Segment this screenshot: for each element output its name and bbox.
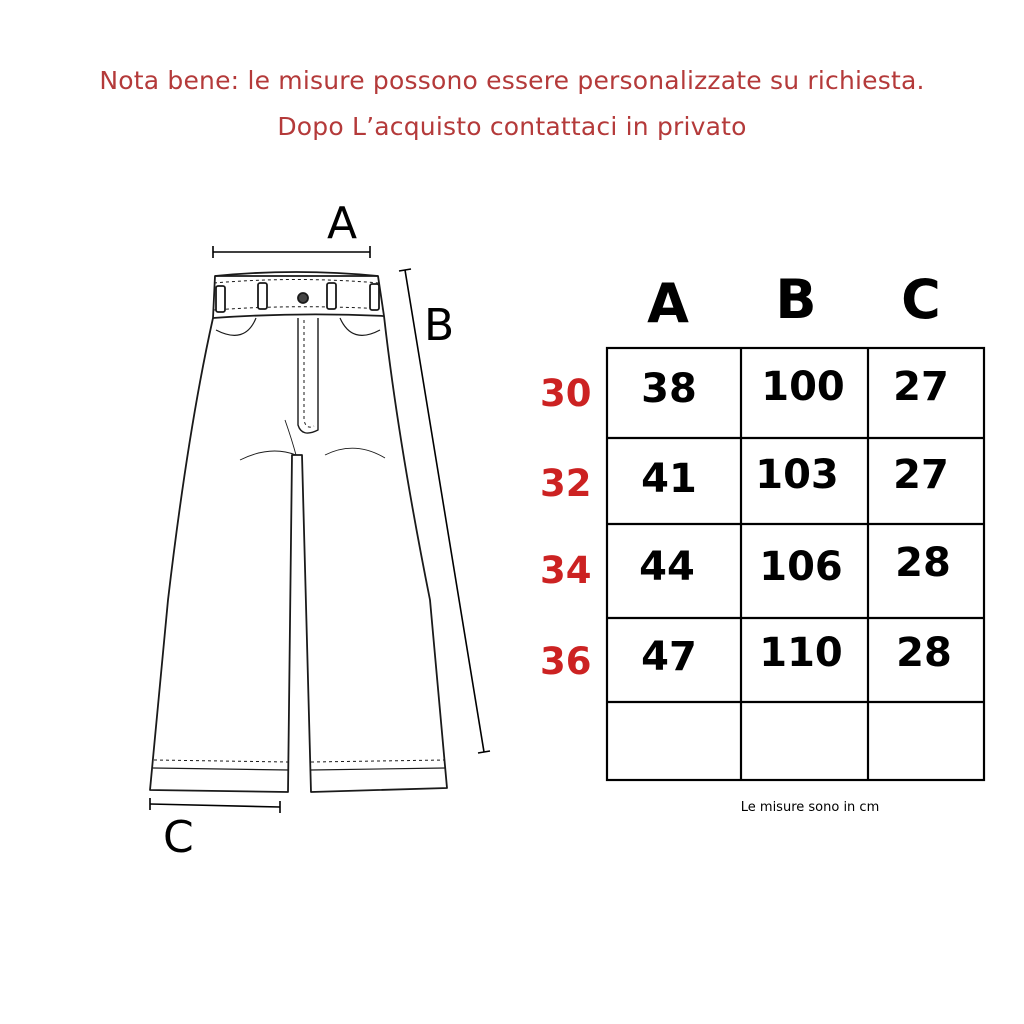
units-footnote: Le misure sono in cm xyxy=(740,800,880,815)
table-cell: 28 xyxy=(896,630,952,676)
measure-line-c xyxy=(150,798,280,813)
table-cell: 41 xyxy=(641,456,697,502)
column-header-c: C xyxy=(901,268,941,331)
table-cell: 103 xyxy=(755,452,839,498)
size-label-36: 36 xyxy=(540,640,592,683)
size-label-32: 32 xyxy=(540,462,592,505)
table-cell: 27 xyxy=(893,452,949,498)
notice-line-2: Dopo L’acquisto contattaci in privato xyxy=(277,112,747,141)
table-cell: 100 xyxy=(761,364,845,410)
table-cell: 27 xyxy=(893,364,949,410)
trousers-illustration-icon xyxy=(150,272,447,792)
table-cell: 106 xyxy=(759,544,843,590)
table-cell: 28 xyxy=(895,540,951,586)
table-cell: 38 xyxy=(641,366,697,412)
table-cell: 110 xyxy=(759,630,843,676)
size-label-30: 30 xyxy=(540,372,592,415)
column-header-b: B xyxy=(775,268,817,331)
dimension-label-b: B xyxy=(424,300,455,351)
table-cell: 44 xyxy=(639,544,695,590)
notice-line-1: Nota bene: le misure possono essere personalizzate su richiesta. xyxy=(99,66,925,95)
dimension-label-c: C xyxy=(163,812,194,863)
size-label-34: 34 xyxy=(540,549,592,592)
column-header-a: A xyxy=(647,272,689,335)
dimension-label-a: A xyxy=(327,198,358,249)
table-cell: 47 xyxy=(641,634,697,680)
